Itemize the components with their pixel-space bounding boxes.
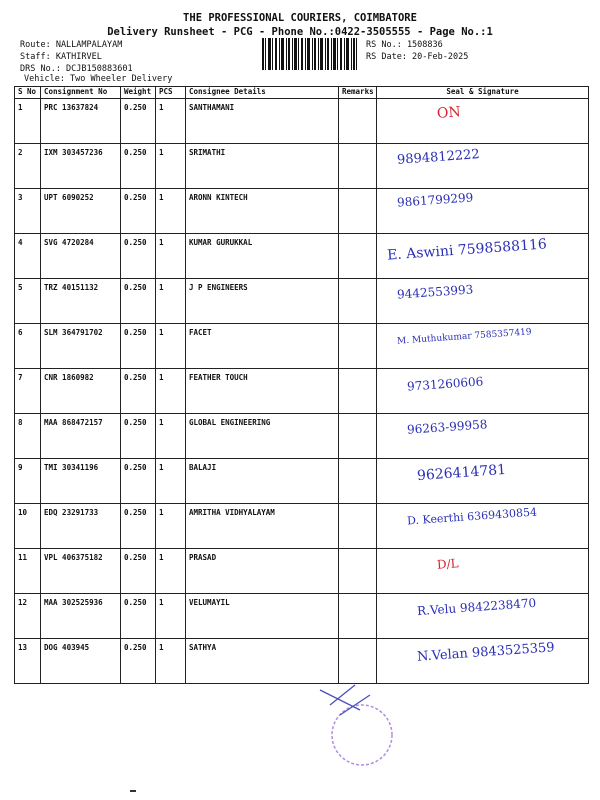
cell-signature <box>377 594 589 639</box>
cell-consignment: TMI 30341196 <box>41 459 121 504</box>
cell-remarks <box>339 189 377 234</box>
cell-sno: 5 <box>15 279 41 324</box>
table-row <box>15 99 589 144</box>
cell-sno: 2 <box>15 144 41 189</box>
cell-pcs: 1 <box>156 99 186 144</box>
cell-sno: 6 <box>15 324 41 369</box>
col-sno: S No <box>15 87 41 99</box>
cell-consignment: PRC 13637824 <box>41 99 121 144</box>
cell-remarks <box>339 369 377 414</box>
cell-remarks <box>339 594 377 639</box>
cell-consignment: EDQ 23291733 <box>41 504 121 549</box>
cell-sno: 9 <box>15 459 41 504</box>
cell-remarks <box>339 414 377 459</box>
table-row <box>15 279 589 324</box>
cell-consignment: MAA 868472157 <box>41 414 121 459</box>
cell-consignee: KUMAR GURUKKAL <box>186 234 339 279</box>
cell-remarks <box>339 99 377 144</box>
barcode-icon <box>262 38 357 70</box>
table-row <box>15 324 589 369</box>
cell-weight: 0.250 <box>121 144 156 189</box>
col-weight: Weight <box>121 87 156 99</box>
table-header-row <box>15 87 589 99</box>
cell-pcs: 1 <box>156 549 186 594</box>
cell-pcs: 1 <box>156 369 186 414</box>
cell-consignee: VELUMAYIL <box>186 594 339 639</box>
cell-signature <box>377 369 589 414</box>
table-row <box>15 459 589 504</box>
cell-sno: 3 <box>15 189 41 234</box>
cell-pcs: 1 <box>156 459 186 504</box>
cell-remarks <box>339 234 377 279</box>
cell-sno: 12 <box>15 594 41 639</box>
cell-consignee: BALAJI <box>186 459 339 504</box>
cell-consignee: SANTHAMANI <box>186 99 339 144</box>
handwritten-signature: M. Muthukumar 7585357419 <box>396 327 532 347</box>
cell-consignment: TRZ 40151132 <box>41 279 121 324</box>
cell-sno: 4 <box>15 234 41 279</box>
drs-number: DRS No.: DCJB150883601 <box>20 64 133 74</box>
cell-remarks <box>339 144 377 189</box>
cell-consignee: ARONN KINTECH <box>186 189 339 234</box>
handwritten-signature: N.Velan 9843525359 <box>416 640 556 665</box>
cell-weight: 0.250 <box>121 279 156 324</box>
runsheet-subtitle: Delivery Runsheet - PCG - Phone No.:0422-3505555 - Page No.:1 <box>107 26 493 38</box>
cell-signature <box>377 279 589 324</box>
table-row <box>15 144 589 189</box>
cell-sno: 13 <box>15 639 41 684</box>
cell-pcs: 1 <box>156 324 186 369</box>
cell-signature <box>377 234 589 279</box>
cell-remarks <box>339 504 377 549</box>
cell-weight: 0.250 <box>121 639 156 684</box>
col-signature: Seal & Signature <box>377 87 589 99</box>
cell-signature <box>377 549 589 594</box>
cell-remarks <box>339 324 377 369</box>
cell-sno: 7 <box>15 369 41 414</box>
cell-remarks <box>339 459 377 504</box>
cell-signature <box>377 459 589 504</box>
table-row <box>15 549 589 594</box>
cell-weight: 0.250 <box>121 504 156 549</box>
cell-sno: 10 <box>15 504 41 549</box>
stamp-icon <box>300 665 410 775</box>
table-row <box>15 369 589 414</box>
cell-pcs: 1 <box>156 144 186 189</box>
cell-consignee: FEATHER TOUCH <box>186 369 339 414</box>
cell-consignment: CNR 1860982 <box>41 369 121 414</box>
cell-pcs: 1 <box>156 594 186 639</box>
cell-pcs: 1 <box>156 279 186 324</box>
cell-pcs: 1 <box>156 414 186 459</box>
table-row <box>15 414 589 459</box>
handwritten-signature: D/L <box>436 556 460 572</box>
cell-signature <box>377 99 589 144</box>
cell-pcs: 1 <box>156 234 186 279</box>
handwritten-signature: 9626414781 <box>416 461 507 485</box>
cell-weight: 0.250 <box>121 594 156 639</box>
cell-weight: 0.250 <box>121 549 156 594</box>
cell-consignment: VPL 406375182 <box>41 549 121 594</box>
cell-signature <box>377 504 589 549</box>
table-row <box>15 234 589 279</box>
handwritten-signature: 9894812222 <box>396 147 481 168</box>
runsheet-table <box>14 86 589 684</box>
cell-consignment: SLM 364791702 <box>41 324 121 369</box>
cell-weight: 0.250 <box>121 189 156 234</box>
cell-sno: 11 <box>15 549 41 594</box>
cell-consignee: SATHYA <box>186 639 339 684</box>
company-title: THE PROFESSIONAL COURIERS, COIMBATORE <box>183 12 417 24</box>
cell-sno: 1 <box>15 99 41 144</box>
col-remarks: Remarks <box>339 87 377 99</box>
handwritten-signature: 9861799299 <box>396 190 474 210</box>
table-row <box>15 189 589 234</box>
cell-consignee: J P ENGINEERS <box>186 279 339 324</box>
rs-number: RS No.: 1508836 <box>366 40 443 50</box>
handwritten-signature: ON <box>436 104 462 122</box>
cell-sno: 8 <box>15 414 41 459</box>
cell-signature <box>377 414 589 459</box>
cell-consignee: GLOBAL ENGINEERING <box>186 414 339 459</box>
scan-mark <box>130 790 136 792</box>
cell-consignment: SVG 4720284 <box>41 234 121 279</box>
cell-pcs: 1 <box>156 189 186 234</box>
cell-consignment: UPT 6090252 <box>41 189 121 234</box>
cell-consignee: SRIMATHI <box>186 144 339 189</box>
col-consignment: Consignment No <box>41 87 121 99</box>
table-row <box>15 504 589 549</box>
table-row <box>15 594 589 639</box>
cell-weight: 0.250 <box>121 459 156 504</box>
handwritten-signature: D. Keerthi 6369430854 <box>406 505 538 528</box>
handwritten-signature: 96263-99958 <box>406 417 488 437</box>
cell-consignee: AMRITHA VIDHYALAYAM <box>186 504 339 549</box>
cell-pcs: 1 <box>156 639 186 684</box>
staff-label: Staff: KATHIRVEL <box>20 52 102 62</box>
handwritten-signature: 9731260606 <box>406 374 484 394</box>
cell-consignment: MAA 302525936 <box>41 594 121 639</box>
cell-signature <box>377 144 589 189</box>
handwritten-signature: E. Aswini 7598588116 <box>386 236 548 264</box>
handwritten-signature: 9442553993 <box>396 282 474 302</box>
route-label: Route: NALLAMPALAYAM <box>20 40 123 50</box>
cell-weight: 0.250 <box>121 234 156 279</box>
cell-pcs: 1 <box>156 504 186 549</box>
cell-consignee: PRASAD <box>186 549 339 594</box>
cell-consignee: FACET <box>186 324 339 369</box>
cell-weight: 0.250 <box>121 369 156 414</box>
cell-signature <box>377 324 589 369</box>
cell-weight: 0.250 <box>121 99 156 144</box>
cell-remarks <box>339 279 377 324</box>
cell-consignment: IXM 303457236 <box>41 144 121 189</box>
cell-weight: 0.250 <box>121 414 156 459</box>
col-consignee: Consignee Details <box>186 87 339 99</box>
col-pcs: PCS <box>156 87 186 99</box>
cell-remarks <box>339 549 377 594</box>
vehicle-label: Vehicle: Two Wheeler Delivery <box>24 74 173 84</box>
cell-signature <box>377 189 589 234</box>
cell-consignment: DOG 403945 <box>41 639 121 684</box>
rs-date: RS Date: 20-Feb-2025 <box>366 52 469 62</box>
cell-weight: 0.250 <box>121 324 156 369</box>
handwritten-signature: R.Velu 9842238470 <box>416 595 537 619</box>
